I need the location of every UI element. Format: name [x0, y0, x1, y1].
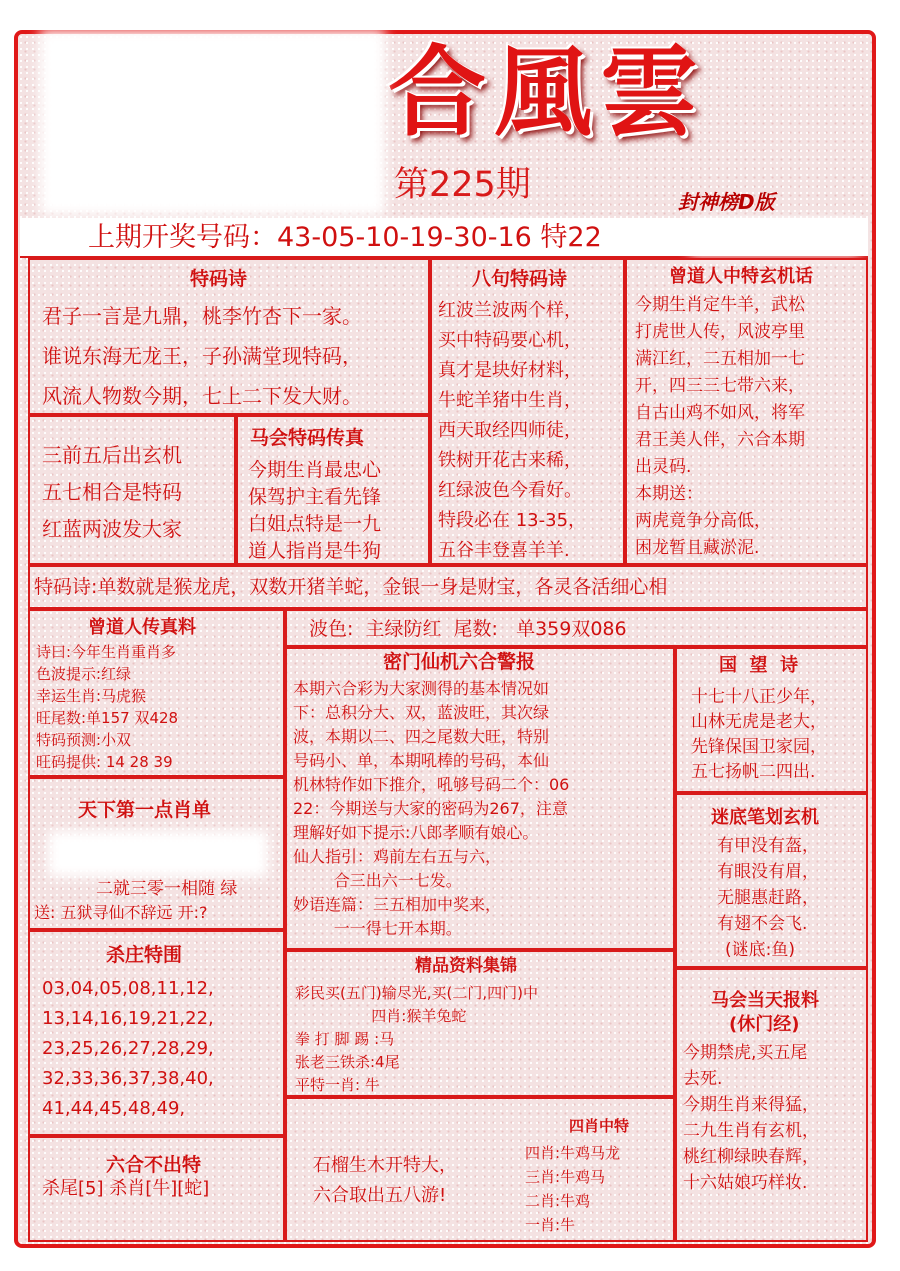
jingpin-line: 彩民买(五门)输尽光,买(二门,四门)中 — [295, 984, 538, 1002]
guowang-line: 先锋保国卫家园， — [691, 737, 827, 757]
issue-number: 第225期 — [394, 165, 531, 205]
shazhuang-title: 杀庄特围 — [106, 944, 183, 966]
tianxia-box — [28, 777, 285, 930]
three-lines-line: 五七相合是特码 — [42, 480, 182, 504]
mimen-title: 密门仙机六合警报 — [383, 651, 536, 673]
zengdao-xuanji-line: 出灵码. — [635, 457, 692, 477]
last-draw-blur — [690, 220, 860, 256]
tema-poem-line: 风流人物数今期，七上二下发大财。 — [42, 384, 362, 408]
zengdao-zhenliao-title: 曾道人传真料 — [88, 617, 196, 638]
masthead-blur — [40, 30, 385, 215]
zengdao-zhenliao-line: 诗曰:今年生肖重肖多 — [36, 643, 177, 661]
tema-poem-title: 特码诗 — [190, 268, 248, 290]
midi-box — [675, 793, 868, 968]
guowang-line: 五七扬帆二四出. — [691, 762, 816, 782]
liuhe-buchu-box — [28, 1136, 285, 1242]
mimen-box — [285, 647, 675, 950]
last-draw-numbers: 上期开奖号码：43-05-10-19-30-16 特22 — [88, 222, 602, 253]
zengdao-xuanji-title: 曾道人中特玄机话 — [669, 266, 813, 287]
three-lines-line: 三前五后出玄机 — [42, 443, 182, 467]
liuhe-buchu-line: 杀尾[5] 杀肖[牛][蛇] — [42, 1178, 210, 1199]
mahui-baoliao-line: 十六姑娘巧样妆. — [683, 1173, 808, 1193]
shazhuang-box — [28, 930, 285, 1136]
zengdao-xuanji-line: 困龙暂且藏淤泥. — [635, 538, 760, 558]
sixiao-line: 四肖:牛鸡马龙 — [525, 1144, 621, 1162]
sixiao-line: 一肖:牛 — [525, 1216, 576, 1234]
bajv-line: 真才是块好材料， — [438, 360, 582, 381]
bajv-line: 特段必在 13-35， — [438, 510, 587, 531]
zengdao-zhenliao-line: 旺尾数:单157 双428 — [36, 709, 179, 727]
mahui-baoliao-box — [675, 968, 868, 1242]
bajv-line: 红绿波色今看好。 — [438, 480, 582, 501]
sixiao-line: 三肖:牛鸡马 — [525, 1168, 606, 1186]
banner-text: 特码诗:单数就是猴龙虎，双数开猪羊蛇，金银一身是财宝，各灵各活细心相 — [34, 576, 668, 598]
mimen-line: 仙人指引：鸡前左右五与六， — [293, 847, 502, 866]
shiliu-line: 六合取出五八游! — [313, 1185, 447, 1206]
guowang-line: 十七十八正少年， — [691, 687, 827, 707]
zengdao-xuanji-line: 两虎竟争分高低， — [635, 511, 771, 531]
jingpin-line: 拳 打 脚 踢 :马 — [295, 1030, 395, 1048]
bajv-line: 红波兰波两个样， — [438, 300, 582, 321]
masthead-title: 合風雲 — [388, 35, 707, 150]
mimen-line: 一一得七开本期。 — [293, 919, 462, 938]
tianxia-title: 天下第一点肖单 — [78, 799, 212, 821]
mahui-baoliao-line: 今期生肖来得猛， — [683, 1095, 819, 1115]
tema-poem-box — [28, 258, 430, 415]
bose-text: 波色: 主绿防红 尾数: 单359双086 — [309, 618, 627, 640]
mimen-line: 本期六合彩为大家测得的基本情况如 — [293, 679, 550, 698]
midi-title: 迷底笔划玄机 — [711, 807, 819, 828]
jingpin-line: 平特一肖: 牛 — [295, 1076, 380, 1094]
mimen-line: 22：今期送与大家的密码为267，注意 — [293, 799, 568, 818]
banner-box — [28, 565, 868, 609]
tianxia-line: 送: 五狱寻仙不辞远 开:? — [34, 903, 208, 922]
bajv-line: 西天取经四师徒， — [438, 420, 582, 441]
zengdao-zhenliao-line: 色波提示:红绿 — [36, 665, 132, 683]
mahui-baoliao-line: 二九生肖有玄机， — [683, 1121, 819, 1141]
midi-line: (谜底:鱼) — [725, 940, 795, 960]
zengdao-zhenliao-box — [28, 609, 285, 777]
bajv-line: 牛蛇羊猪中生肖， — [438, 390, 582, 411]
mahui-zhenchuan-line: 保驾护主看先锋 — [248, 486, 382, 508]
midi-line: 有甲没有盔， — [717, 836, 819, 856]
mahui-zhenchuan-line: 今期生肖最忠心 — [248, 459, 382, 481]
bajv-line: 铁树开花古来稀， — [438, 450, 582, 471]
mimen-line: 号码小、单，本期吼棒的号码，本仙 — [293, 751, 550, 770]
edition-label: 封神榜D版 — [678, 190, 775, 214]
zengdao-xuanji-line: 自古山鸡不如风，将军 — [635, 403, 805, 423]
bose-box — [285, 609, 868, 647]
three-lines-line: 红蓝两波发大家 — [42, 517, 182, 541]
mimen-line: 波，本期以二、四之尾数大旺，特别 — [293, 727, 550, 746]
mahui-zhenchuan-line: 白姐点特是一九 — [248, 513, 382, 535]
mimen-line: 合三出六一七发。 — [293, 871, 462, 890]
zengdao-xuanji-box — [625, 258, 868, 565]
mahui-zhenchuan-title: 马会特码传真 — [250, 427, 365, 449]
shiliu-line: 石榴生木开特大， — [313, 1155, 457, 1176]
zengdao-xuanji-line: 满江红，二五相加一七 — [635, 349, 805, 369]
jingpin-box — [285, 950, 675, 1097]
shazhuang-line: 32,33,36,37,38,40, — [42, 1068, 214, 1089]
tianxia-line: 二就三零一相随 绿 — [96, 879, 238, 899]
three-lines-box — [28, 415, 236, 565]
midi-line: 有眼没有眉， — [717, 862, 819, 882]
zengdao-zhenliao-line: 特码预测:小双 — [36, 731, 132, 749]
mimen-line: 下：总积分大、双，蓝波旺，其次绿 — [293, 703, 550, 722]
zengdao-xuanji-line: 今期生肖定牛羊，武松 — [635, 295, 805, 315]
guowang-title: 国 望 诗 — [719, 655, 799, 676]
tema-poem-line: 君子一言是九鼎，桃李竹杏下一家。 — [42, 304, 362, 328]
jingpin-title: 精品资料集锦 — [415, 956, 517, 976]
mahui-zhenchuan-line: 道人指肖是牛狗 — [248, 540, 382, 562]
zengdao-xuanji-line: 本期送： — [635, 484, 703, 504]
mahui-baoliao-line: 桃红柳绿映春辉， — [683, 1147, 819, 1167]
mimen-line: 机林特作如下推介，吼够号码二个：06 — [293, 775, 570, 794]
sixiao-title: 四肖中特 — [569, 1117, 630, 1135]
zengdao-zhenliao-line: 旺码提供: 14 28 39 — [36, 753, 173, 771]
shazhuang-line: 41,44,45,48,49, — [42, 1098, 186, 1119]
mahui-baoliao-title: 马会当天报料 — [711, 990, 819, 1011]
guowang-line: 山林无虎是老大， — [691, 712, 827, 732]
bajv-line: 买中特码要心机， — [438, 330, 582, 351]
mahui-baoliao-line: 去死. — [683, 1069, 723, 1089]
jingpin-line: 四肖:猴羊兔蛇 — [295, 1007, 467, 1025]
sixiao-line: 二肖:牛鸡 — [525, 1192, 591, 1210]
zengdao-xuanji-line: 打虎世人传，风波亭里 — [635, 322, 805, 342]
mimen-line: 理解好如下提示:八郎孝顺有娘心。 — [293, 823, 539, 842]
liuhe-buchu-title: 六合不出特 — [106, 1154, 202, 1176]
midi-line: 有翅不会飞. — [717, 914, 808, 934]
mahui-baoliao-line: 今期禁虎,买五尾 — [683, 1043, 808, 1063]
zengdao-zhenliao-line: 幸运生肖:马虎猴 — [36, 687, 147, 705]
shazhuang-line: 03,04,05,08,11,12, — [42, 978, 214, 999]
bajv-title: 八句特码诗 — [472, 268, 568, 290]
midi-line: 无腿惠赶路， — [717, 888, 819, 908]
zengdao-xuanji-line: 开，四三三七带六来， — [635, 376, 805, 396]
shazhuang-line: 23,25,26,27,28,29, — [42, 1038, 214, 1059]
tianxia-blur — [48, 831, 268, 877]
tema-poem-line: 谁说东海无龙王，子孙满堂现特码， — [42, 344, 362, 368]
mahui-baoliao-subtitle: (休门经) — [729, 1014, 800, 1035]
bajv-line: 五谷丰登喜羊羊. — [438, 540, 570, 561]
jingpin-line: 张老三铁杀:4尾 — [295, 1053, 400, 1071]
mimen-line: 妙语连篇：三五相加中奖来， — [293, 895, 502, 914]
shiliu-box — [285, 1097, 675, 1242]
shazhuang-line: 13,14,16,19,21,22, — [42, 1008, 214, 1029]
bajv-box — [430, 258, 625, 565]
guowang-box — [675, 647, 868, 793]
zengdao-xuanji-line: 君王美人伴，六合本期 — [635, 430, 805, 450]
mahui-zhenchuan-box — [236, 415, 430, 565]
